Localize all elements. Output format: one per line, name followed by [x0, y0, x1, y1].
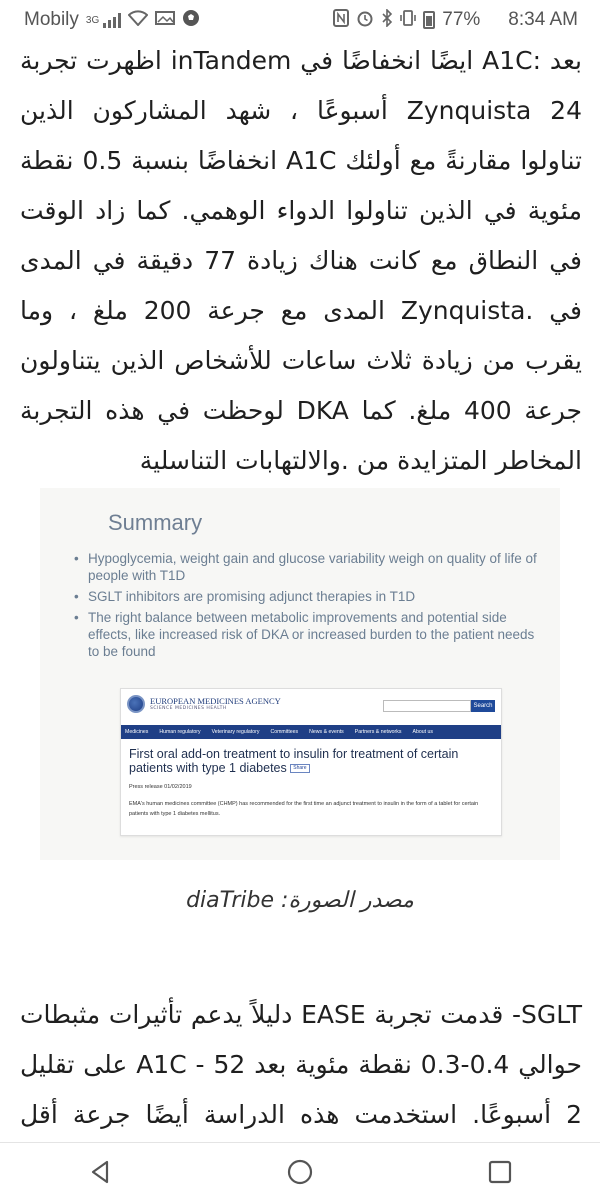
article-body	[20, 36, 582, 486]
recents-square-icon	[488, 1160, 512, 1184]
signal-icon	[103, 12, 121, 28]
image-notification-icon	[155, 10, 175, 31]
carrier-name: Mobily	[24, 9, 79, 30]
ema-branding	[150, 697, 281, 711]
network-type: 3G	[85, 14, 100, 26]
article-paragraph: بعد :A1C ايضًا انخفاضًا في inTandem اظهرت تجربة Zynquista 24 أسبوعًا ، شهد المشاركون الذين تناولوا مقارنةً مع أولئك A1C انخفاضًا بنسبة 0.5 نقطة مئوية في الذين تناولوا الدواء الوهمي. كما زاد الوقت في النطاق مع كانت هناك زيادة 77 دقيقة في المدى في .Zynquista المدى مع جرعة 200 ملغ ، وما يقرب من زيادة ثلاث ساعات للأشخاص الذين يتناولون جرعة 400 ملغ. كما DKA لوحظت في هذه التجربة المخاطر المتزايدة من .والالتهابات التناسلية	[20, 46, 583, 475]
status-right	[333, 9, 578, 32]
summary-slide-image[interactable]	[40, 488, 560, 860]
ema-navigation	[121, 725, 501, 739]
ema-header	[127, 695, 281, 713]
ema-nav-item: Committees	[270, 729, 299, 735]
ema-nav-item: About us	[412, 729, 433, 735]
ema-agency-name: EUROPEAN MEDICINES AGENCY	[150, 696, 281, 706]
ema-headline	[129, 747, 497, 775]
image-caption: مصدر الصورة: diaTribe	[186, 888, 414, 913]
ema-nav-item: Veterinary regulatory	[211, 729, 260, 735]
back-triangle-icon	[89, 1160, 111, 1184]
slide-bullet-list	[74, 550, 544, 664]
home-circle-icon	[286, 1158, 314, 1186]
ema-logo-icon	[127, 695, 145, 713]
back-button[interactable]	[70, 1143, 130, 1200]
home-button[interactable]	[270, 1143, 330, 1200]
slide-bullet: • SGLT inhibitors are promising adjunct therapies in T1D	[74, 588, 544, 605]
clock: 8:34 AM	[508, 9, 578, 30]
ema-nav-item: Human regulatory	[159, 729, 201, 735]
ema-release-date: Press release 01/02/2019	[129, 784, 192, 790]
status-bar	[0, 0, 600, 40]
system-navigation-bar	[0, 1142, 600, 1200]
ema-share-button: Share	[290, 764, 309, 773]
slide-title: Summary	[108, 510, 203, 535]
slide-bullet: • Hypoglycemia, weight gain and glucose variability weigh on quality of life of people with T1D	[74, 550, 544, 584]
ema-nav-item: Medicines	[125, 729, 149, 735]
article-paragraph: SGLT- قدمت تجربة EASE دليلاً يدعم تأثيرات مثبطات حوالي 0.4-0.3 نقطة مئوية بعد 52 - A1C على تقليل 2 أسبوعًا. استخدمت هذه الدراسة أيضًا جرعة أقل	[20, 1000, 583, 1129]
alarm-icon	[356, 9, 374, 32]
ema-press-release-screenshot	[120, 688, 502, 836]
ema-headline-text: First oral add-on treatment to insulin for treatment of certain patients with type 1 diabetes	[129, 747, 459, 775]
ema-nav-item: Partners & networks	[354, 729, 402, 735]
vibrate-icon	[400, 9, 416, 32]
status-left	[24, 9, 200, 32]
wifi-icon	[128, 10, 148, 31]
battery-level: 77%	[442, 9, 481, 30]
recent-apps-button[interactable]	[470, 1143, 530, 1200]
battery-icon	[423, 11, 435, 29]
bluetooth-icon	[381, 9, 393, 32]
soccer-ball-icon	[182, 9, 200, 32]
ema-nav-item: News & events	[309, 729, 344, 735]
nfc-icon	[333, 9, 349, 32]
ema-search-button: Search	[471, 700, 495, 712]
ema-search-input	[383, 700, 471, 712]
ema-body-text: EMA's human medicines committee (CHMP) has recommended for the first time an adjunct treatment to insulin in the form of a tablet for certain patients with type 1 diabetes mellitus.	[129, 801, 479, 817]
slide-bullet: • The right balance between metabolic improvements and potential side effects, like increased risk of DKA or increased burden to the patient needs to be found	[74, 609, 544, 660]
ema-agency-tagline: SCIENCE MEDICINES HEALTH	[150, 706, 227, 711]
